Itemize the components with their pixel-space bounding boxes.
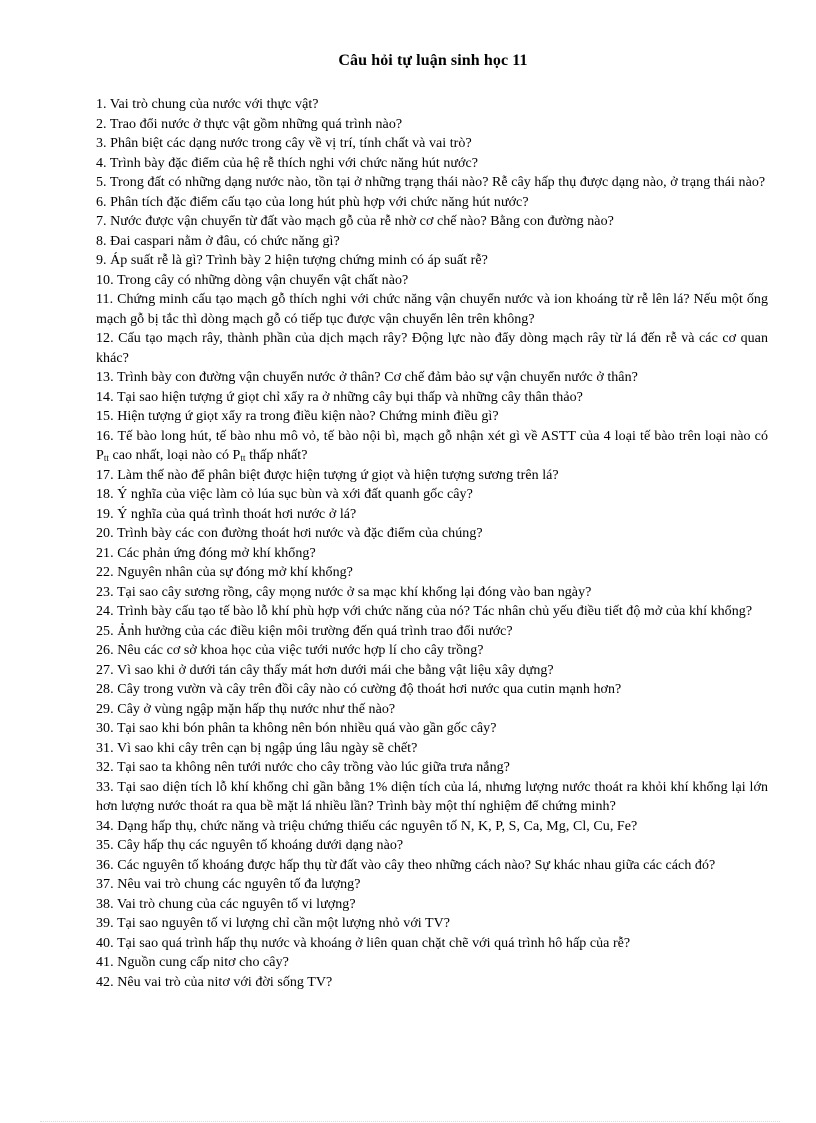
question-item: 29. Cây ở vùng ngập mặn hấp thụ nước như thế nào? — [96, 701, 396, 717]
question-item: 24. Trình bày cấu tạo tế bào lỗ khí phù hợp với chức năng của nó? Tác nhân chủ yếu điều tiết độ mở của khí khổng? — [96, 604, 753, 619]
q16-part1: 16. Tế bào long hút, tế bào nhu mô vỏ, tế bào nội bì, mạch gỗ nhận xét gì về ASTT của 4 loại tế bào trên loại nào có P — [96, 428, 768, 463]
q16-part3: thấp nhất? — [245, 448, 308, 463]
document-title: Câu hỏi tự luận sinh học 11 — [338, 52, 528, 69]
question-item: 39. Tại sao nguyên tố vi lượng chỉ cần một lượng nhỏ với TV? — [96, 916, 451, 931]
question-item: 13. Trình bày con đường vận chuyển nước ở thân? Cơ chế đảm bảo sự vận chuyển nước ở thân? — [96, 370, 638, 385]
question-item: 37. Nêu vai trò chung các nguyên tố đa lượng? — [96, 877, 361, 892]
question-item: 8. Đai caspari nằm ở đâu, có chức năng gì? — [96, 233, 340, 249]
question-item: 28. Cây trong vườn và cây trên đồi cây nào có cường độ thoát hơi nước qua cutin mạnh hơn? — [96, 682, 622, 697]
question-item: 6. Phân tích đặc điểm cấu tạo của long hút phù hợp với chức năng hút nước? — [96, 194, 529, 210]
question-item: 15. Hiện tượng ứ giọt xẩy ra trong điều kiện nào? Chứng minh điều gì? — [96, 409, 499, 424]
question-item: 10. Trong cây có những dòng vận chuyển vật chất nào? — [96, 272, 409, 288]
question-item: 30. Tại sao khi bón phân ta không nên bón nhiều quá vào gần gốc cây? — [96, 721, 497, 736]
question-item: 32. Tại sao ta không nên tưới nước cho cây trồng vào lúc giữa trưa nắng? — [96, 760, 510, 775]
question-item: 20. Trình bày các con đường thoát hơi nước và đặc điểm của chúng? — [96, 526, 483, 541]
question-item: 35. Cây hấp thụ các nguyên tố khoáng dưới dạng nào? — [96, 838, 404, 853]
question-item: 9. Áp suất rễ là gì? Trình bày 2 hiện tượng chứng minh có áp suất rễ? — [96, 253, 488, 268]
question-item: 21. Các phản ứng đóng mở khí khổng? — [96, 545, 316, 561]
question-item: 23. Tại sao cây sương rồng, cây mọng nước ở sa mạc khí khổng lại đóng vào ban ngày? — [96, 584, 592, 600]
question-item: 25. Ảnh hưởng của các điều kiện môi trường đến quá trình trao đổi nước? — [96, 623, 513, 639]
question-item: 7. Nước được vận chuyển từ đất vào mạch gỗ của rễ nhờ cơ chế nào? Bằng con đường nào? — [96, 214, 614, 229]
question-item: 33. Tại sao diện tích lỗ khí khổng chỉ gần bằng 1% diện tích của lá, nhưng lượng nước thoát ra khỏi khí khổng lại lớn hơn lượng nước thoát ra qua bề mặt lá nhiều lần? Trình bày một thí nghiệm để chứng minh? — [96, 779, 768, 814]
question-item: 17. Làm thế nào để phân biệt được hiện tượng ứ giọt và hiện tượng sương trên lá? — [96, 467, 559, 483]
question-item: 38. Vai trò chung của các nguyên tố vi lượng? — [96, 896, 356, 912]
question-item: 3. Phân biệt các dạng nước trong cây về vị trí, tính chất và vai trò? — [96, 136, 472, 151]
question-item: 1. Vai trò chung của nước với thực vật? — [96, 97, 319, 112]
question-item: 41. Nguồn cung cấp nitơ cho cây? — [96, 955, 289, 970]
q16-subscript-1: tt — [103, 453, 109, 463]
question-item: 4. Trình bày đặc điểm của hệ rễ thích nghi với chức năng hút nước? — [96, 155, 479, 171]
question-item: 14. Tại sao hiện tượng ứ giọt chỉ xẩy ra ở những cây bụi thấp và những cây thân thảo? — [96, 389, 583, 405]
question-item: 31. Vì sao khi cây trên cạn bị ngập úng lâu ngày sẽ chết? — [96, 740, 418, 756]
q16-subscript-2: tt — [240, 453, 246, 463]
question-item: 40. Tại sao quá trình hấp thụ nước và khoáng ở liên quan chặt chẽ với quá trình hô hấp của rễ? — [96, 935, 631, 951]
q16-part2: cao nhất, loại nào có P — [108, 448, 241, 463]
question-item: 42. Nêu vai trò của nitơ với đời sống TV? — [96, 974, 333, 990]
question-item: 5. Trong đất có những dạng nước nào, tồn tại ở những trạng thái nào? Rễ cây hấp thụ được dạng nào, ở trạng thái nào? — [96, 175, 766, 190]
question-item: 2. Trao đổi nước ở thực vật gồm những quá trình nào? — [96, 116, 403, 132]
question-item-16 — [96, 427, 768, 466]
question-item: 22. Nguyên nhân của sự đóng mở khí khổng? — [96, 565, 353, 580]
question-item: 19. Ý nghĩa của quá trình thoát hơi nước ở lá? — [96, 506, 357, 522]
question-item: 34. Dạng hấp thụ, chức năng và triệu chứng thiếu các nguyên tố N, K, P, S, Ca, Mg, Cl, Cu, Fe? — [96, 818, 638, 834]
question-item: 11. Chứng minh cấu tạo mạch gỗ thích nghi với chức năng vận chuyển nước và ion khoáng từ rễ lên lá? Nếu một ống mạch gỗ bị tắc thì dòng mạch gỗ có tiếp tục được vận chuyển lên trên không? — [96, 292, 768, 327]
question-item: 27. Vì sao khi ở dưới tán cây thấy mát hơn dưới mái che bằng vật liệu xây dựng? — [96, 662, 554, 678]
question-list — [96, 95, 768, 992]
question-item: 36. Các nguyên tố khoáng được hấp thụ từ đất vào cây theo những cách nào? Sự khác nhau giữa các cách đó? — [96, 857, 716, 873]
question-item: 18. Ý nghĩa của việc làm cỏ lúa sục bùn và xới đất quanh gốc cây? — [96, 487, 473, 502]
question-item: 26. Nêu các cơ sở khoa học của việc tưới nước hợp lí cho cây trồng? — [96, 643, 484, 658]
question-item: 12. Cấu tạo mạch rây, thành phần của dịch mạch rây? Động lực nào đẩy dòng mạch rây từ lá đến rễ và các cơ quan khác? — [96, 331, 768, 366]
